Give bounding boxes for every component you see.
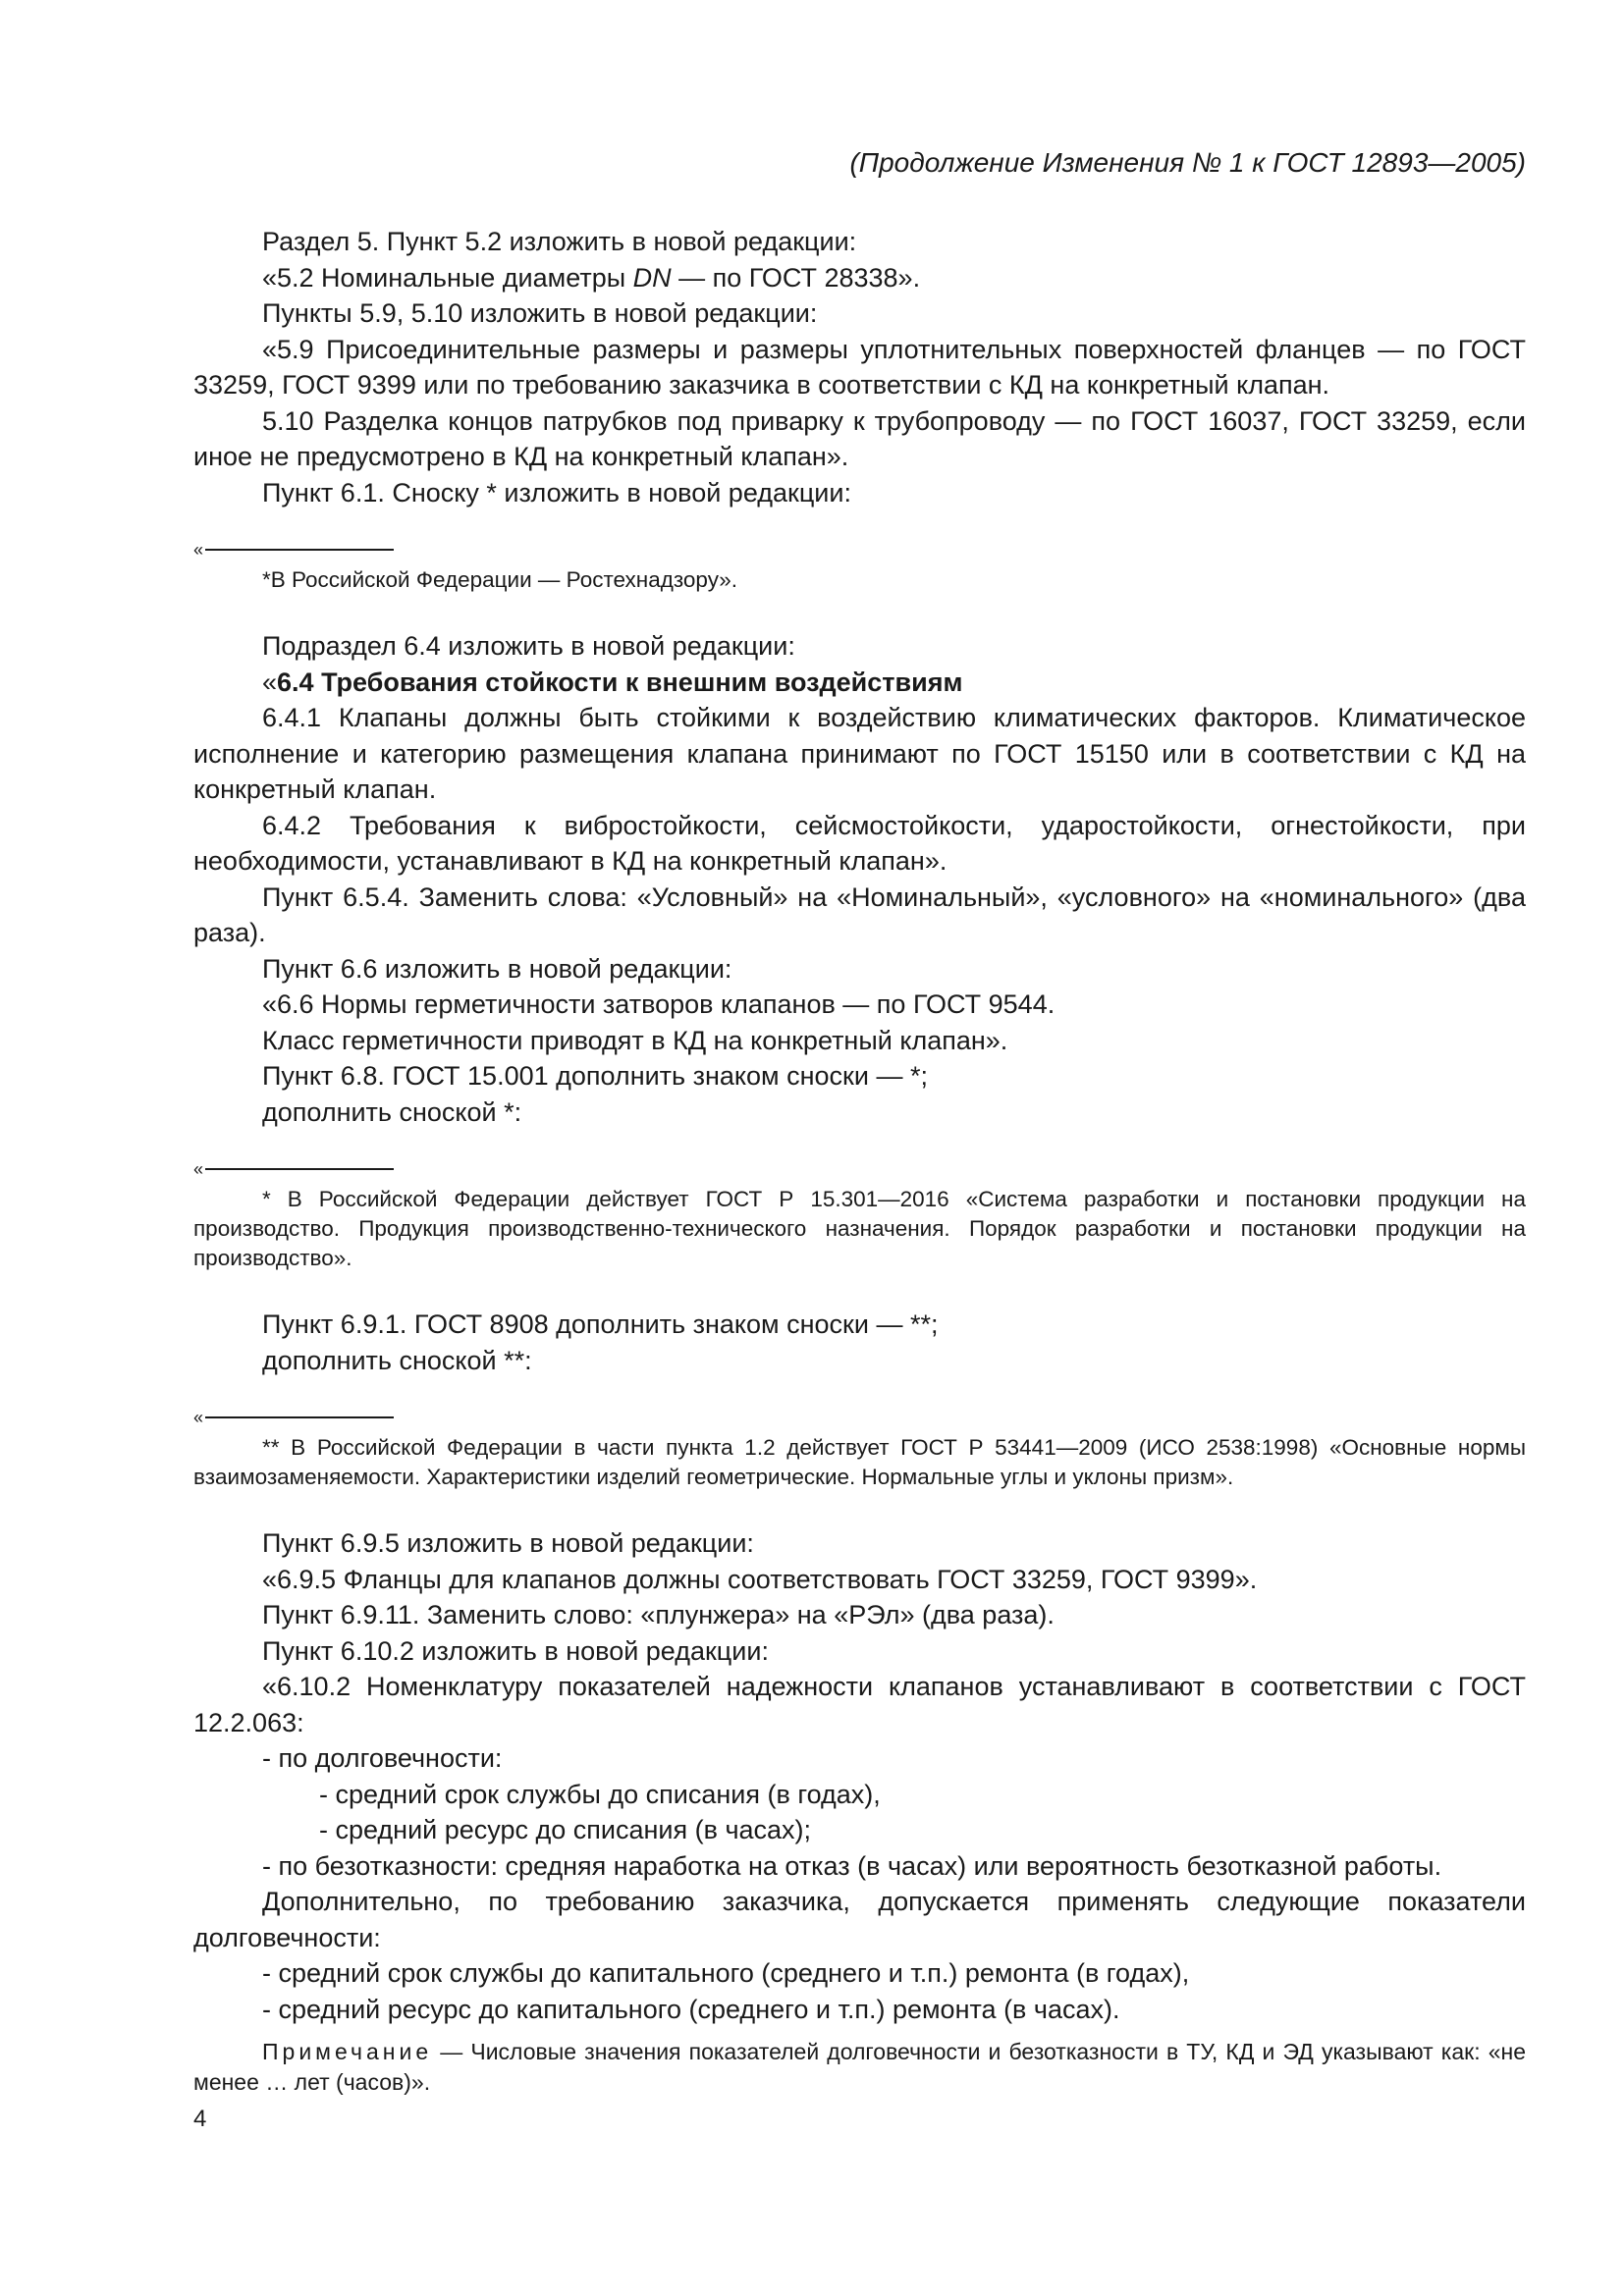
- page-number: 4: [193, 2106, 207, 2132]
- paragraph: дополнить сноской **:: [262, 1345, 532, 1375]
- paragraph: Пункты 5.9, 5.10 изложить в новой редакции:: [262, 298, 818, 328]
- list-item: - средний ресурс до капитального (среднего и т.п.) ремонта (в часах).: [262, 1994, 1120, 2024]
- list-item: - по долговечности:: [262, 1743, 503, 1773]
- footnote: ** В Российской Федерации в части пункта 1.2 действует ГОСТ Р 53441—2009 (ИСО 2538:1998) «Основные нормы взаимозаменяемости. Характеристики изделий геометрические. Нормальные углы и уклоны призм».: [193, 1435, 1526, 1489]
- list-item: - средний срок службы до капитального (среднего и т.п.) ремонта (в годах),: [262, 1958, 1190, 1988]
- footnote-separator: «: [193, 1408, 1526, 1427]
- paragraph: «6.9.5 Фланцы для клапанов должны соответствовать ГОСТ 33259, ГОСТ 9399».: [262, 1564, 1258, 1594]
- paragraph: 6.4.1 Клапаны должны быть стойкими к воздействию климатических факторов. Климатическое исполнение и категорию размещения клапана принимают по ГОСТ 15150 или в соответствии с КД на конкретный клапан.: [193, 703, 1526, 804]
- paragraph: 6.4.2 Требования к вибростойкости, сейсмостойкости, ударостойкости, огнестойкости, при необходимости, устанавливают в КД на конкретный клапан».: [193, 810, 1526, 876]
- section-heading: «6.4 Требования стойкости к внешним воздействиям: [262, 667, 963, 697]
- document-page: [193, 147, 1526, 2133]
- paragraph: Дополнительно, по требованию заказчика, допускается применять следующие показатели долговечности:: [193, 1887, 1526, 1952]
- paragraph: «6.10.2 Номенклатуру показателей надежности клапанов устанавливают в соответствии с ГОСТ 12.2.063:: [193, 1672, 1526, 1737]
- paragraph: 5.10 Разделка концов патрубков под приварку к трубопроводу — по ГОСТ 16037, ГОСТ 33259, если иное не предусмотрено в КД на конкретный клапан».: [193, 405, 1526, 471]
- footnote: * В Российской Федерации действует ГОСТ Р 15.301—2016 «Система разработки и постановки продукции на производство. Продукция производственно-технического назначения. Порядок разработки и постановки продукции на производство».: [193, 1187, 1526, 1270]
- paragraph: Раздел 5. Пункт 5.2 изложить в новой редакции:: [262, 227, 857, 256]
- footnote: *В Российской Федерации — Ростехнадзору».: [262, 567, 737, 592]
- running-header: (Продолжение Изменения № 1 к ГОСТ 12893—2005): [849, 147, 1526, 178]
- paragraph: дополнить сноской *:: [262, 1096, 522, 1127]
- list-item: - средний ресурс до списания (в часах);: [319, 1815, 812, 1844]
- note: Примечание — Числовые значения показателей долговечности и безотказности в ТУ, КД и ЭД указывают как: «не менее … лет (часов)».: [193, 2039, 1526, 2095]
- paragraph: «5.2 Номинальные диаметры DN — по ГОСТ 28338».: [262, 262, 921, 293]
- paragraph: «6.6 Нормы герметичности затворов клапанов — по ГОСТ 9544.: [262, 989, 1056, 1019]
- paragraph: Пункт 6.9.11. Заменить слово: «плунжера» на «РЭл» (два раза).: [262, 1600, 1055, 1629]
- paragraph: Подраздел 6.4 изложить в новой редакции:: [262, 631, 795, 661]
- note-label: Примечание: [262, 2039, 433, 2064]
- paragraph: Пункт 6.9.1. ГОСТ 8908 дополнить знаком сноски — **;: [262, 1309, 939, 1339]
- paragraph: Пункт 6.6 изложить в новой редакции:: [262, 953, 732, 984]
- paragraph: Класс герметичности приводят в КД на конкретный клапан».: [262, 1025, 1008, 1055]
- paragraph: «5.9 Присоединительные размеры и размеры уплотнительных поверхностей фланцев — по ГОСТ 33259, ГОСТ 9399 или по требованию заказчика в соответствии с КД на конкретный клапан.: [193, 334, 1526, 400]
- paragraph: Пункт 6.8. ГОСТ 15.001 дополнить знаком сноски — *;: [262, 1061, 928, 1091]
- list-item: - средний срок службы до списания (в годах),: [319, 1779, 881, 1809]
- paragraph: Пункт 6.9.5 изложить в новой редакции:: [262, 1528, 754, 1558]
- paragraph: Пункт 6.1. Сноску * изложить в новой редакции:: [262, 477, 851, 507]
- footnote-separator: «: [193, 540, 1526, 560]
- paragraph: Пункт 6.5.4. Заменить слова: «Условный» на «Номинальный», «условного» на «номинального» (два раза).: [193, 881, 1526, 947]
- footnote-separator: «: [193, 1159, 1526, 1179]
- list-item: - по безотказности: средняя наработка на отказ (в часах) или вероятность безотказной работы.: [262, 1850, 1442, 1881]
- paragraph: Пункт 6.10.2 изложить в новой редакции:: [262, 1635, 769, 1666]
